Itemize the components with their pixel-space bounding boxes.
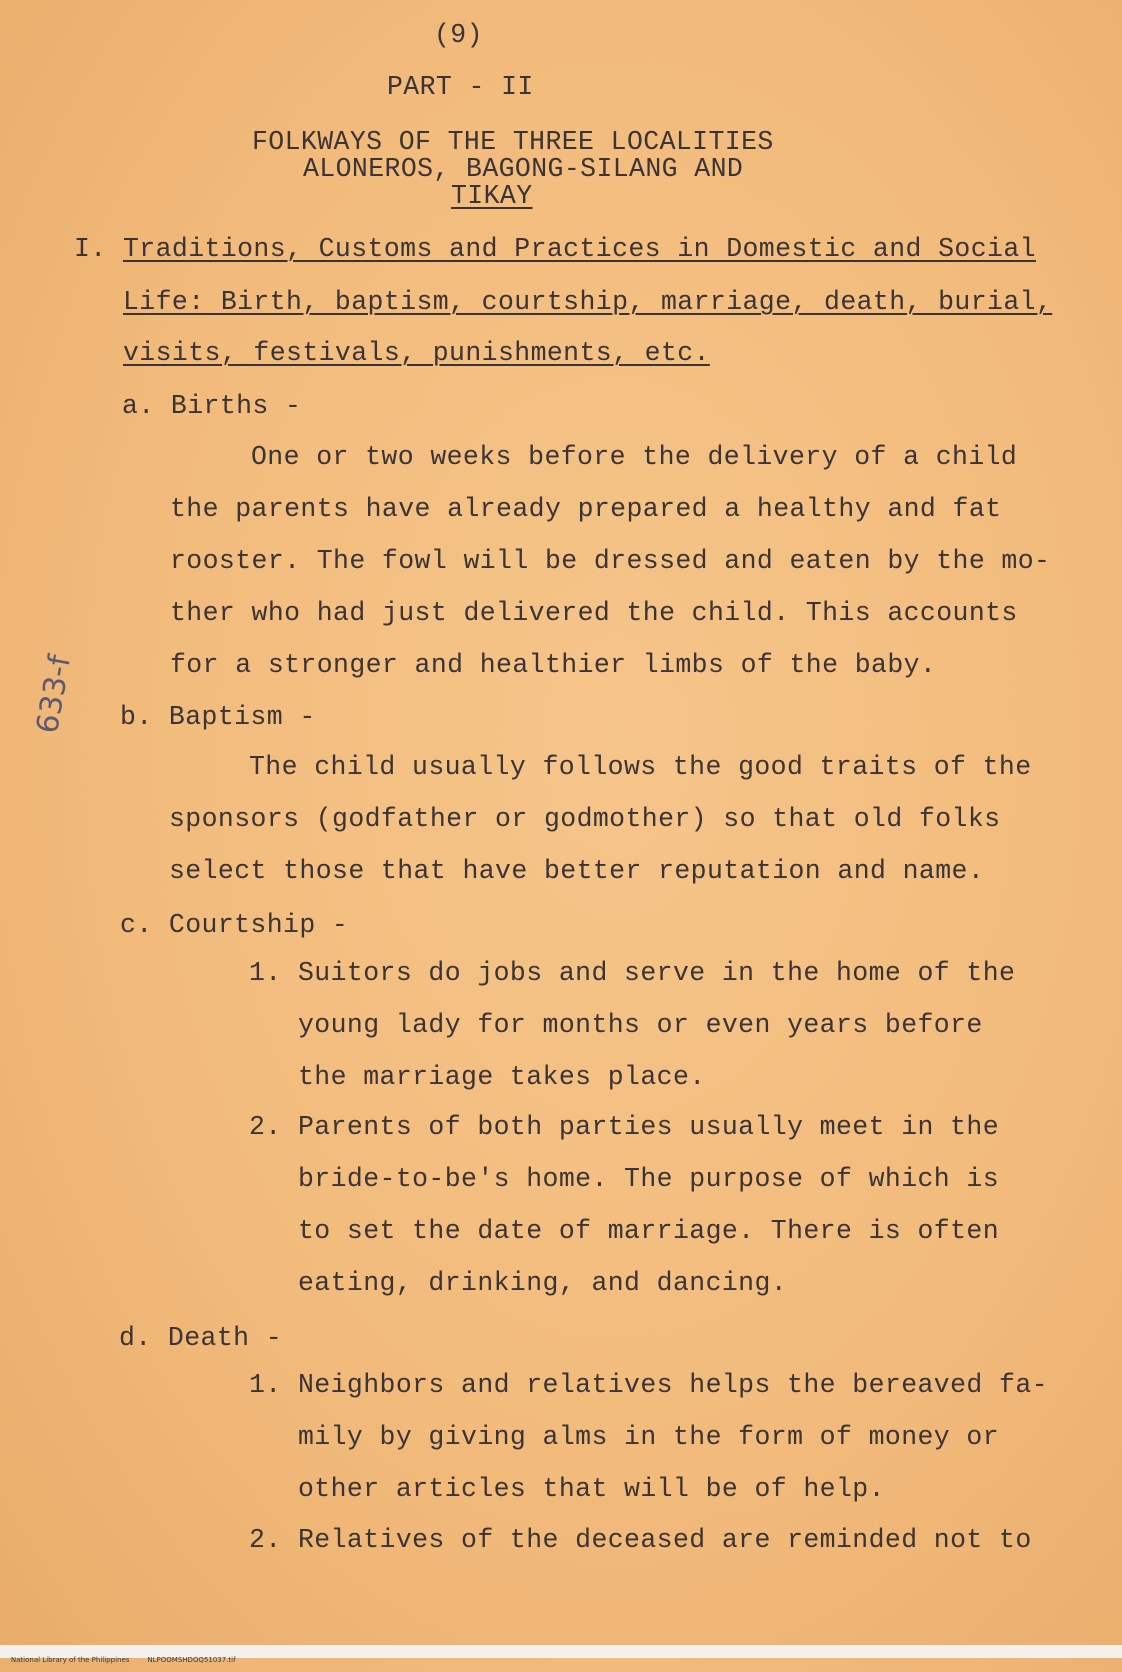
- births-line-5: for a stronger and healthier limbs of the baby.: [170, 650, 937, 680]
- death-item-1-number: 1.: [249, 1370, 282, 1400]
- courtship-item-1-number: 1.: [249, 958, 282, 988]
- title-line-2: ALONEROS, BAGONG-SILANG AND: [303, 154, 744, 184]
- handwritten-margin-note: 633-f: [30, 652, 79, 737]
- courtship-label: c. Courtship -: [120, 910, 349, 940]
- births-line-1: One or two weeks before the delivery of a child: [251, 442, 1018, 472]
- death-item-1-line-3: other articles that will be of help.: [298, 1474, 885, 1504]
- scan-footer: [2, 1648, 254, 1672]
- section-heading-line-3: visits, festivals, punishments, etc.: [123, 338, 710, 368]
- footer-library: National Library of the Philippines: [10, 1656, 130, 1664]
- death-item-2-line-1: Relatives of the deceased are reminded not to: [298, 1525, 1032, 1555]
- section-number: I.: [74, 234, 107, 264]
- courtship-item-2-line-4: eating, drinking, and dancing.: [298, 1268, 788, 1298]
- courtship-item-2-line-3: to set the date of marriage. There is often: [298, 1216, 1000, 1246]
- section-heading-line-1: Traditions, Customs and Practices in Domestic and Social: [123, 234, 1036, 264]
- births-line-2: the parents have already prepared a healthy and fat: [170, 494, 1002, 524]
- births-line-3: rooster. The fowl will be dressed and eaten by the mo-: [170, 546, 1051, 576]
- births-label: a. Births -: [122, 391, 302, 421]
- death-label: d. Death -: [119, 1323, 283, 1353]
- baptism-line-2: sponsors (godfather or godmother) so that old folks: [169, 804, 1001, 834]
- baptism-label: b. Baptism -: [120, 702, 316, 732]
- births-line-4: ther who had just delivered the child. This accounts: [170, 598, 1018, 628]
- courtship-item-1-line-3: the marriage takes place.: [298, 1062, 706, 1092]
- title-line-3: TIKAY: [451, 181, 533, 211]
- courtship-item-1-line-2: young lady for months or even years before: [298, 1010, 983, 1040]
- part-heading: PART - II: [387, 72, 534, 102]
- baptism-line-1: The child usually follows the good traits of the: [249, 752, 1032, 782]
- title-line-1: FOLKWAYS OF THE THREE LOCALITIES: [252, 127, 774, 157]
- page-number: (9): [434, 20, 483, 50]
- baptism-line-3: select those that have better reputation and name.: [169, 856, 985, 886]
- death-item-1-line-1: Neighbors and relatives helps the bereaved fa-: [298, 1370, 1048, 1400]
- courtship-item-2-line-2: bride-to-be's home. The purpose of which is: [298, 1164, 1000, 1194]
- section-heading-line-2: Life: Birth, baptism, courtship, marriage, death, burial,: [123, 287, 1053, 317]
- courtship-item-2-number: 2.: [249, 1112, 282, 1142]
- courtship-item-2-line-1: Parents of both parties usually meet in the: [298, 1112, 1000, 1142]
- courtship-item-1-line-1: Suitors do jobs and serve in the home of the: [298, 958, 1016, 988]
- death-item-1-line-2: mily by giving alms in the form of money or: [298, 1422, 1000, 1452]
- footer-file: NLPOOMSHDOQ51037.tif: [147, 1656, 236, 1664]
- death-item-2-number: 2.: [249, 1525, 282, 1555]
